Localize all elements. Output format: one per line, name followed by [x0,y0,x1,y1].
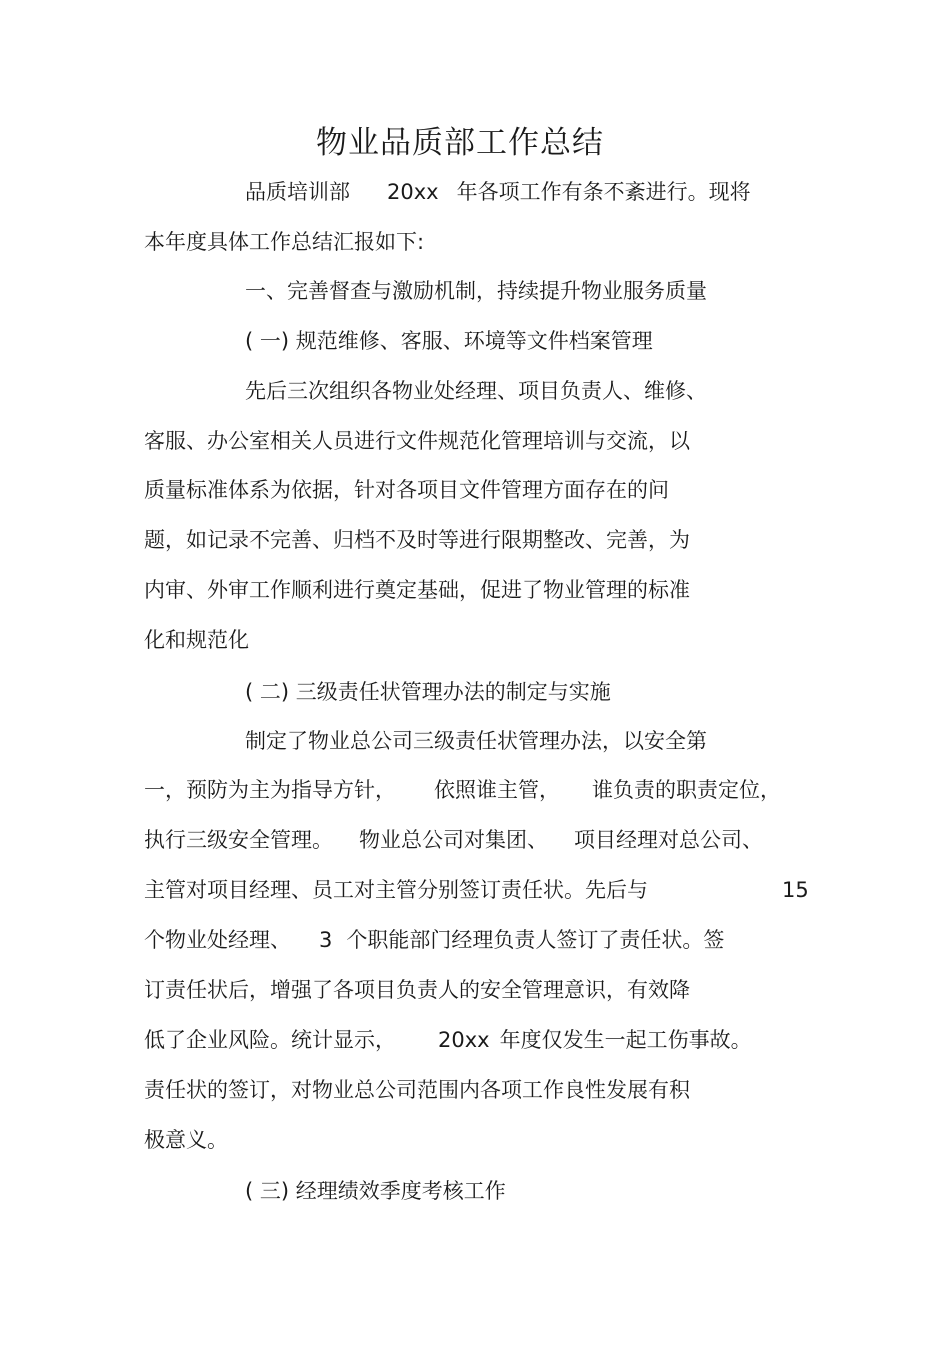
section-1-heading: 一、完善督查与激励机制，持续提升物业服务质量 [245,279,707,303]
intro-line-1 [245,177,751,207]
document-title: 物业品质部工作总结 [316,125,604,161]
subsection-2-line: 个物业处经理、 3 个职能部门经理负责人签订了责任状。签 [144,928,725,952]
intro-text: 年各项工作有条不紊进行。现将 [456,180,751,204]
subsection-2-heading: ( 二) 三级责任状管理办法的制定与实施 [245,680,611,704]
intro-dept: 品质培训部 [245,180,350,204]
subsection-3-heading: ( 三) 经理绩效季度考核工作 [245,1179,506,1203]
subsection-1-line: 质量标准体系为依据，针对各项目文件管理方面存在的问 [144,478,669,502]
intro-line-2: 本年度具体工作总结汇报如下: [144,230,425,254]
stat-year: 20xx [438,1028,490,1052]
subsection-1-line: 先后三次组织各物业处经理、项目负责人、维修、 [245,379,707,403]
department-count: 3 [319,928,333,952]
subsection-2-line: 执行三级安全管理。 物业总公司对集团、 项目经理对总公司、 [144,828,763,852]
subsection-1-line: 客服、办公室相关人员进行文件规范化管理培训与交流，以 [144,429,690,453]
responsibility-count: 15 [782,878,809,902]
subsection-2-line: 一，预防为主为指导方针， 依照谁主管， 谁负责的职责定位， [144,778,781,802]
subsection-2-line: 责任状的签订，对物业总公司范围内各项工作良性发展有积 [144,1078,690,1102]
subsection-1-line: 内审、外审工作顺利进行奠定基础，促进了物业管理的标准 [144,578,690,602]
subsection-1-line: 题，如记录不完善、归档不及时等进行限期整改、完善，为 [144,528,690,552]
subsection-2-line: 订责任状后，增强了各项目负责人的安全管理意识，有效降 [144,978,690,1002]
subsection-2-line: 低了企业风险。统计显示， 20xx 年度仅发生一起工伤事故。 [144,1028,752,1052]
intro-year: 20xx [387,180,439,204]
subsection-2-line: 制定了物业总公司三级责任状管理办法，以安全第 [245,729,707,753]
subsection-1-line: 化和规范化 [144,628,249,652]
subsection-1-heading: ( 一) 规范维修、客服、环境等文件档案管理 [245,329,653,353]
subsection-2-line: 主管对项目经理、员工对主管分别签订责任状。先后与 [144,878,648,902]
subsection-2-line: 极意义。 [144,1128,228,1152]
